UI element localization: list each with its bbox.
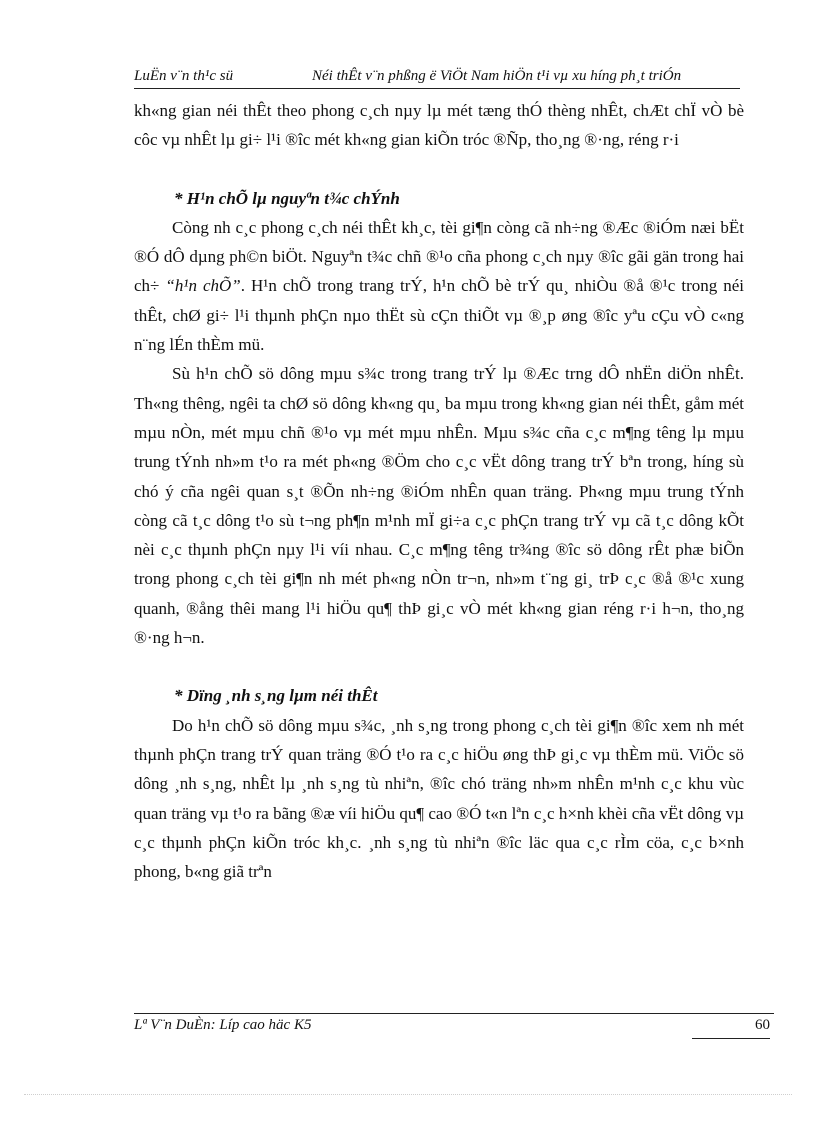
header-thesis-title: Néi thÊt v¨n phßng ë ViÖt Nam hiÖn t¹i vµ xu híng ph¸t triÓn: [312, 68, 682, 84]
paragraph-principle-text-end: . H¹n chÕ trong trang trÝ, h¹n chÕ bè trÝ qu¸ nhiÒu ®å ®¹c trong néi thÊt, chØ gi÷ l¹i thµnh phÇn nµo thËt sù cÇn thiÕt vµ ®¸p øng ®îc yªu cÇu vÒ c«ng n¨ng lÉn thÈm mü.: [134, 276, 745, 355]
paragraph-principle: [134, 213, 744, 359]
page-edge-divider: [24, 1094, 792, 1095]
spacer: [134, 155, 744, 184]
section-heading-lighting: * Dïng ¸nh s¸ng lµm néi thÊt: [174, 686, 378, 706]
running-header: [134, 66, 740, 89]
paragraph-color-limitation: Sù h¹n chÕ sö dông mµu s¾c trong trang trÝ lµ ®Æc trng dÔ nhËn diÖn nhÊt. Th«ng thêng, ngêi ta chØ sö dông kh«ng qu¸ ba mµu trong kh«ng gian néi thÊt, gåm mét mµu nÒn, mét mµu chñ ®¹o vµ mét mµu nhÊn. Mµu s¾c cña c¸c m¶ng têng lµ mµu trung tÝnh nh»m t¹o ra mét ph«ng ®Öm cho c¸c vËt dông trang trÝ bªn trong, híng sù chó ý cña ngêi quan s¸t ®Õn nh÷ng ®iÓm nhÊn quan träng. Ph«ng mµu trung tÝnh còng cã t¸c dông t¹o sù t¬ng ph¶n m¹nh mÏ gi÷a c¸c phÇn trang trÝ vµ cã t¸c dông kÕt nèi c¸c thµnh phÇn nµy l¹i víi nhau. C¸c m¶ng têng tr¾ng ®îc sö dông rÊt phæ biÕn trong phong c¸ch tèi gi¶n nh mét ph«ng nÒn tr¬n, nh»m t¨ng gi¸ trÞ c¸c ®å ®¹c xung quanh, ®ång thêi mang l¹i hiÖu qu¶ thÞ gi¸c vÒ mét kh«ng gian réng r·i h¬n, tho¸ng ®·ng h¬n.: [134, 364, 744, 648]
paragraph-lighting: Do h¹n chÕ sö dông mµu s¾c, ¸nh s¸ng trong phong c¸ch tèi gi¶n ®îc xem nh mét thµnh phÇn trang trÝ quan träng ®Ó t¹o ra c¸c hiÖu øng thÞ gi¸c vµ thÈm mü. ViÖc sö dông ¸nh s¸ng, nhÊt lµ ¸nh s¸ng tù nhiªn, ®îc chó träng nh»m nhÊn m¹nh c¸c khu vùc quan träng vµ t¹o ra bãng ®æ víi hiÖu qu¶ cao ®Ó t«n lªn c¸c h×nh khèi cña vËt dông vµ c¸c thµnh phÇn kiÕn tróc kh¸c. ¸nh s¸ng tù nhiªn ®îc läc qua c¸c rÌm cöa, c¸c b×nh phong, b«ng giã trªn: [134, 715, 744, 882]
section-heading-limitation: * H¹n chÕ lµ nguyªn t¾c chÝnh: [174, 188, 400, 208]
spacer: [134, 652, 744, 681]
page-number: 60: [692, 1017, 770, 1039]
paragraph-continuation: kh«ng gian néi thÊt theo phong c¸ch nµy lµ mét tæng thÓ thèng nhÊt, chÆt chÏ vÒ bè côc vµ nhÊt lµ gi÷ l¹i ®îc mét kh«ng gian kiÕn tróc ®Ñp, tho¸ng ®·ng, réng r·i: [134, 101, 744, 150]
running-footer: [134, 1013, 774, 1048]
header-thesis-label: LuËn v¨n th¹c sü: [134, 68, 234, 84]
footer-author: Lª V¨n DuÈn: Líp cao häc K5: [134, 1017, 312, 1033]
paragraph-principle-quote: “h¹n chÕ”: [165, 276, 241, 296]
page-body: [134, 96, 744, 886]
paragraph-principle-text: Còng nh c¸c phong c¸ch néi thÊt kh¸c, tèi gi¶n còng cã nh÷ng ®Æc ®iÓm næi bËt ®Ó dÔ dµng ph©n biÖt. Nguyªn t¾c chñ ®¹o cña phong c¸ch nµy ®îc gãi gän trong hai ch÷: [134, 217, 744, 296]
